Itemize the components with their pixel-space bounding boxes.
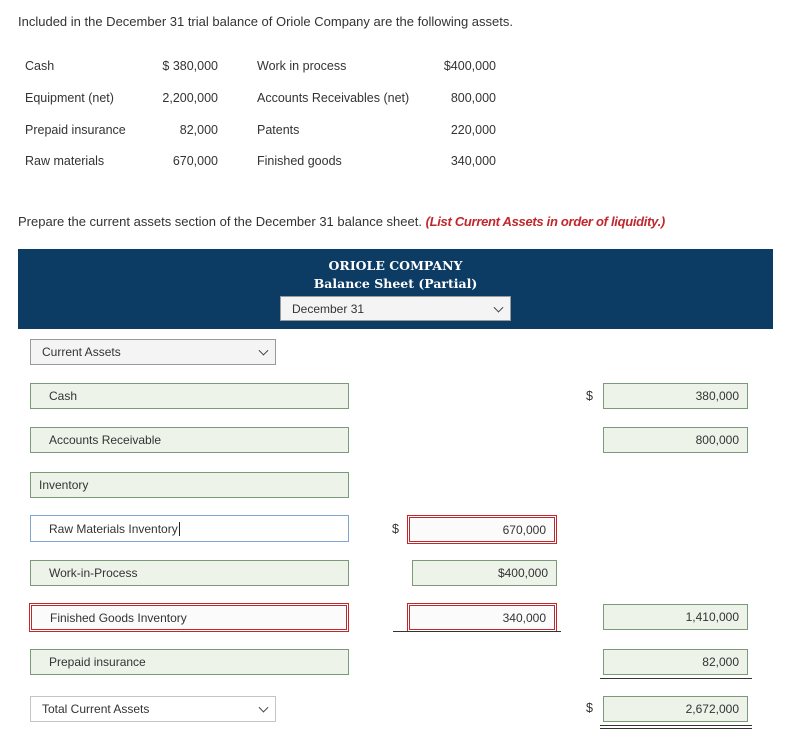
prepaid-underline	[600, 678, 752, 679]
wip-label-field[interactable]: Work-in-Process	[30, 560, 349, 586]
given-label-finished: Finished goods	[257, 154, 342, 168]
given-value-ar: 800,000	[450, 91, 496, 105]
given-label-prepaid: Prepaid insurance	[25, 123, 126, 137]
ar-amount-field[interactable]: 800,000	[603, 427, 748, 453]
intro-text: Included in the December 31 trial balance of Oriole Company are the following assets.	[18, 14, 513, 29]
inventory-label-field[interactable]: Inventory	[30, 472, 349, 498]
finished-goods-label-field[interactable]: Finished Goods Inventory	[31, 605, 347, 630]
instructions	[18, 214, 665, 229]
text-cursor	[179, 522, 180, 536]
section-select[interactable]	[30, 339, 276, 365]
wip-amount-field[interactable]: $400,000	[412, 560, 557, 586]
dollar-sign: $	[586, 389, 593, 403]
finished-goods-amount-field[interactable]: 340,000	[409, 605, 555, 630]
cash-amount-field[interactable]: 380,000	[603, 383, 748, 409]
statement-title: Balance Sheet (Partial)	[313, 276, 478, 291]
total-double-underline-2	[600, 728, 752, 729]
given-value-raw: 670,000	[172, 154, 218, 168]
given-value-wip: $400,000	[443, 59, 496, 73]
given-label-equipment: Equipment (net)	[25, 91, 114, 105]
given-label-wip: Work in process	[257, 59, 347, 73]
total-double-underline-1	[600, 725, 752, 726]
given-value-cash: $ 380,000	[162, 59, 218, 73]
given-label-cash: Cash	[25, 59, 55, 73]
date-select[interactable]	[280, 296, 511, 321]
cash-label-field[interactable]: Cash	[30, 383, 349, 409]
given-value-prepaid: 82,000	[179, 123, 218, 137]
total-select-value: Total Current Assets	[42, 702, 150, 716]
prepaid-amount-field[interactable]: 82,000	[603, 649, 748, 675]
chevron-down-icon	[494, 302, 504, 312]
given-label-patents: Patents	[257, 123, 300, 137]
instructions-hint: (List Current Assets in order of liquidity.)	[425, 214, 665, 229]
inventory-total-field[interactable]: 1,410,000	[603, 604, 748, 630]
total-select[interactable]	[30, 696, 276, 722]
given-value-finished: 340,000	[450, 154, 496, 168]
raw-materials-label-field[interactable]	[30, 515, 349, 542]
date-select-value: December 31	[292, 301, 365, 316]
dollar-sign: $	[392, 522, 399, 536]
company-name: ORIOLE COMPANY	[328, 258, 463, 273]
chevron-down-icon	[259, 346, 269, 356]
given-label-ar: Accounts Receivables (net)	[257, 91, 410, 105]
ar-label-field[interactable]: Accounts Receivable	[30, 427, 349, 453]
chevron-down-icon	[259, 703, 269, 713]
total-amount-field[interactable]: 2,672,000	[603, 696, 748, 722]
subtotal-underline	[393, 631, 561, 632]
section-select-value: Current Assets	[42, 345, 121, 359]
instructions-text: Prepare the current assets section of the December 31 balance sheet.	[18, 214, 422, 229]
given-value-equipment: 2,200,000	[162, 91, 218, 105]
given-label-raw: Raw materials	[25, 154, 105, 168]
prepaid-label-field[interactable]: Prepaid insurance	[30, 649, 349, 675]
dollar-sign: $	[586, 701, 593, 715]
raw-materials-label-text: Raw Materials Inventory	[49, 521, 178, 536]
raw-materials-amount-field[interactable]: 670,000	[409, 517, 555, 542]
given-value-patents: 220,000	[450, 123, 496, 137]
